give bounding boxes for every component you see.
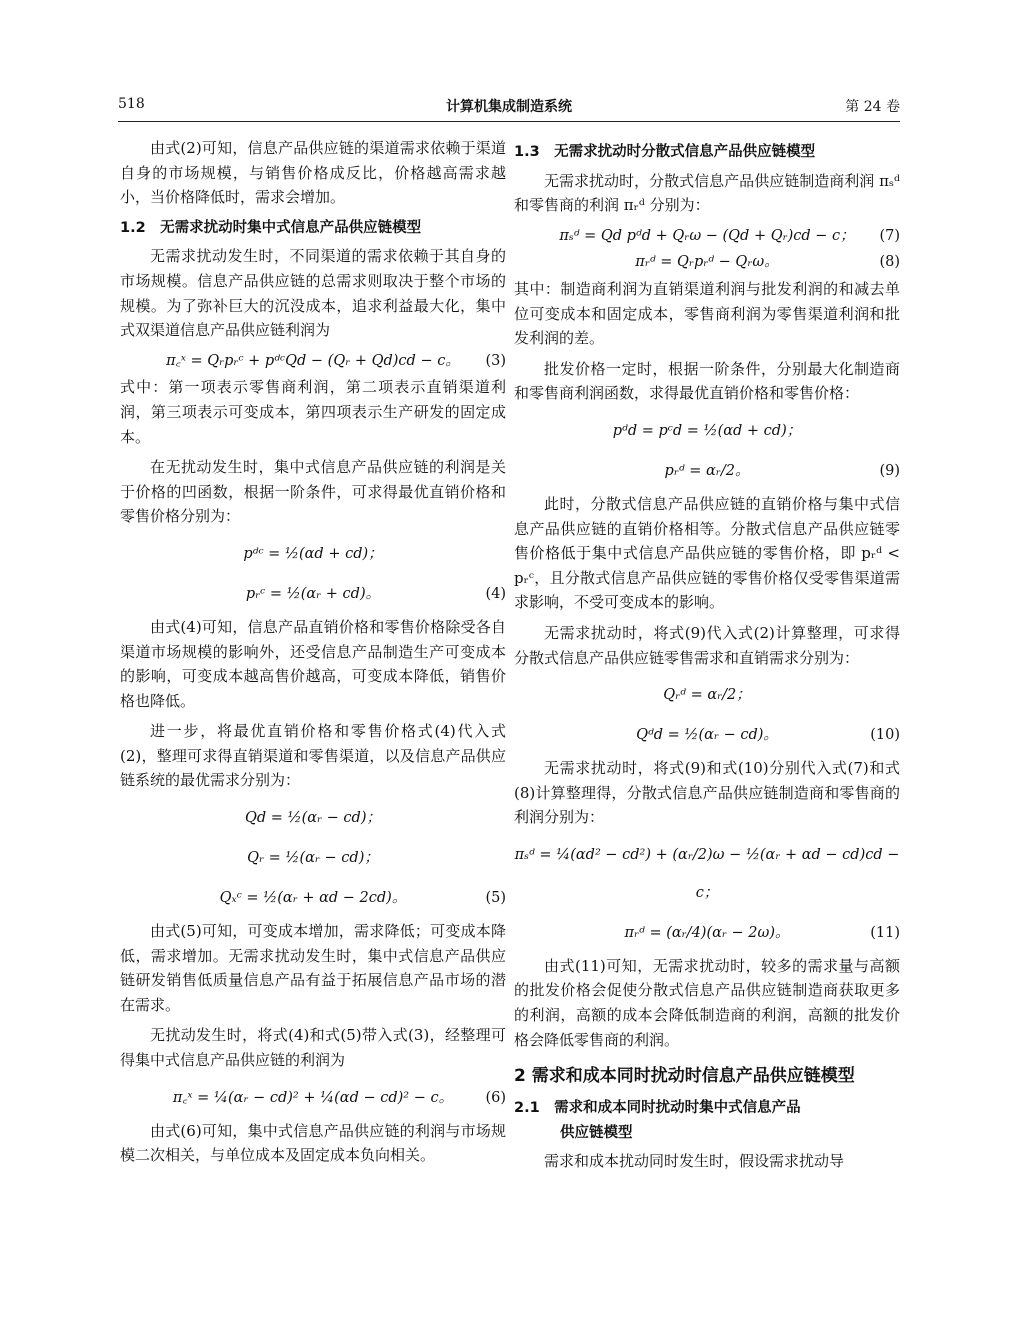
equation-11b <box>514 914 900 952</box>
equation-number: (11) <box>870 924 900 941</box>
paragraph: 由式(5)可知，可变成本增加，需求降低；可变成本降低，需求增加。无需求扰动发生时，集中式信息产品供应链研发销售低质量信息产品有益于拓展信息产品市场的潜在需求。 <box>120 922 506 1014</box>
equation-number: (8) <box>879 254 900 271</box>
paragraph: 此时，分散式信息产品供应链的直销价格与集中式信息产品供应链的直销价格相等。分散式信息产品供应链零售价格低于集中式信息产品供应链的零售价格，即 pᵣᵈ < pᵣᶜ，且分散式信息产品供应链的零售价格仅受零售渠道需求影响，不受可变成本的影响。 <box>514 494 900 612</box>
equation-body: Qᵣᵈ = αᵣ/2； <box>663 687 751 704</box>
section-title-line1: 2.1 需求和成本同时扰动时集中式信息产品 <box>514 1100 801 1117</box>
equation-8 <box>514 250 900 275</box>
paragraph: 式中：第一项表示零售商利润，第二项表示直销渠道利润，第三项表示可变成本，第四项表示生产研发的固定成本。 <box>120 378 506 446</box>
equation-3 <box>120 349 506 374</box>
paragraph: 无需求扰动时，将式(9)和式(10)分别代入式(7)和式(8)计算整理得，分散式信息产品供应链制造商和零售商的利润分别为： <box>514 759 900 827</box>
equation-number: (5) <box>485 890 506 907</box>
equation-number: (7) <box>879 227 900 244</box>
equation-body: πᵣᵈ = (αᵣ/4)(αᵣ − 2ω)。 <box>624 924 790 941</box>
section-heading-1-2: 1.2 无需求扰动时集中式信息产品供应链模型 <box>120 219 422 236</box>
paragraph: 由式(2)可知，信息产品供应链的渠道需求依赖于渠道自身的市场规模，与销售价格成反比，价格越高需求越小，当价格降低时，需求会增加。 <box>120 139 506 207</box>
equation-7 <box>514 224 900 249</box>
paragraph: 无扰动发生时，将式(4)和式(5)带入式(3)，经整理可得集中式信息产品供应链的利润为 <box>120 1026 506 1070</box>
journal-title: 计算机集成制造系统 <box>446 99 572 115</box>
section-title: 需求和成本同时扰动时信息产品供应链模型 <box>531 1066 855 1087</box>
equation-body: Qₓᶜ = ½(αᵣ + αd − 2cd)。 <box>219 890 407 907</box>
equation-9b <box>514 452 900 490</box>
section-heading-1-3: 1.3 无需求扰动时分散式信息产品供应链模型 <box>514 144 816 160</box>
paragraph: 由式(4)可知，信息产品直销价格和零售价格除受各自渠道市场规模的影响外，还受信息产品制造生产可变成本的影响，可变成本越高售价越高，可变成本降低，销售价格也降低。 <box>120 617 506 710</box>
paragraph: 其中：制造商利润为直销渠道利润与批发利润的和减去单位可变成本和固定成本，零售商利润为零售渠道利润和批发利润的差。 <box>514 279 900 348</box>
paragraph: 由式(11)可知，无需求扰动时，较多的需求量与高额的批发价格会促使分散式信息产品供应链制造商获取更多的利润，高额的成本会降低制造商的利润，高额的批发价格会降低零售商的利润。 <box>514 956 900 1049</box>
equation-6 <box>120 1079 506 1117</box>
equation-10b <box>514 716 900 754</box>
equation-body: πₛᵈ = ¼(αd² − cd²) + (αᵣ/2)ω − ½(αᵣ + αd − cd)cd − c； <box>514 846 900 901</box>
equation-body: pᵈd = pᶜd = ½(αd + cd)； <box>612 422 802 439</box>
section-heading-2 <box>514 1062 900 1090</box>
equation-number: (4) <box>485 585 506 602</box>
equation-body: pᵣᵈ = αᵣ/2。 <box>664 462 750 479</box>
equation-number: (3) <box>485 352 506 369</box>
left-column <box>120 136 506 1174</box>
right-column <box>514 136 900 1180</box>
equation-body: πₛᵈ = Qd pᵈd + Qᵣω − (Qd + Qᵣ)cd − c； <box>559 227 855 244</box>
equation-4a <box>120 535 506 573</box>
equation-number: (9) <box>879 462 900 479</box>
equation-body: πᵣᵈ = Qᵣpᵣᵈ − Qᵣω。 <box>635 254 779 271</box>
paragraph: 由式(6)可知，集中式信息产品供应链的利润与市场规模二次相关，与单位成本及固定成本负向相关。 <box>120 1121 506 1165</box>
equation-body: π꜀ˣ = Qᵣpᵣᶜ + pᵈᶜQd − (Qᵣ + Qd)cd − c。 <box>166 352 460 369</box>
equation-5b <box>120 839 506 877</box>
equation-body: pᵣᶜ = ½(αᵣ + cd)。 <box>245 585 381 602</box>
equation-9a <box>514 412 900 450</box>
section-title-line2: 供应链模型 <box>560 1124 633 1141</box>
equation-number: (10) <box>870 727 900 744</box>
paragraph: 进一步，将最优直销价格和零售价格式(4)代入式(2)，整理可求得直销渠道和零售渠道，以及信息产品供应链系统的最优需求分别为： <box>120 722 506 790</box>
equation-5c <box>120 879 506 917</box>
equation-body: pᵈᶜ = ½(αd + cd)； <box>243 545 383 562</box>
equation-4b <box>120 575 506 613</box>
paragraph: 批发价格一定时，根据一阶条件，分别最大化制造商和零售商利润函数，求得最优直销价格和零售价格： <box>514 359 900 403</box>
volume-label: 第 24 卷 <box>845 99 900 115</box>
equation-number: (6) <box>485 1089 506 1106</box>
paragraph: 在无扰动发生时，集中式信息产品供应链的利润是关于价格的凹函数，根据一阶条件，可求得最优直销价格和零售价格分别为： <box>120 458 506 526</box>
equation-body: Qᵈd = ½(αᵣ − cd)。 <box>636 727 778 744</box>
paragraph: 无需求扰动发生时，不同渠道的需求依赖于其自身的市场规模。信息产品供应链的总需求则取决于整个市场的规模。为了弥补巨大的沉没成本，追求利益最大化，集中式双渠道信息产品供应链利润为 <box>120 247 506 340</box>
paragraph: 无需求扰动时，将式(9)代入式(2)计算整理，可求得分散式信息产品供应链零售需求和直销需求分别为： <box>514 623 900 667</box>
equation-11a <box>514 836 900 912</box>
section-heading-2-1 <box>514 1096 900 1145</box>
paragraph: 需求和成本扰动同时发生时，假设需求扰动导 <box>544 1152 845 1171</box>
equation-body: Qᵣ = ½(αᵣ − cd)； <box>247 850 379 867</box>
page-number: 518 <box>118 96 145 112</box>
page-header <box>118 96 900 120</box>
equation-10a <box>514 676 900 714</box>
header-rule <box>118 121 900 122</box>
paragraph: 无需求扰动时，分散式信息产品供应链制造商利润 πₛᵈ 和零售商的利润 πᵣᵈ 分别为： <box>514 171 900 215</box>
equation-5a <box>120 799 506 837</box>
equation-body: π꜀ˣ = ¼(αᵣ − cd)² + ¼(αd − cd)² − c。 <box>172 1089 454 1106</box>
section-number: 2 <box>514 1066 526 1087</box>
equation-body: Qd = ½(αᵣ − cd)； <box>244 810 381 827</box>
